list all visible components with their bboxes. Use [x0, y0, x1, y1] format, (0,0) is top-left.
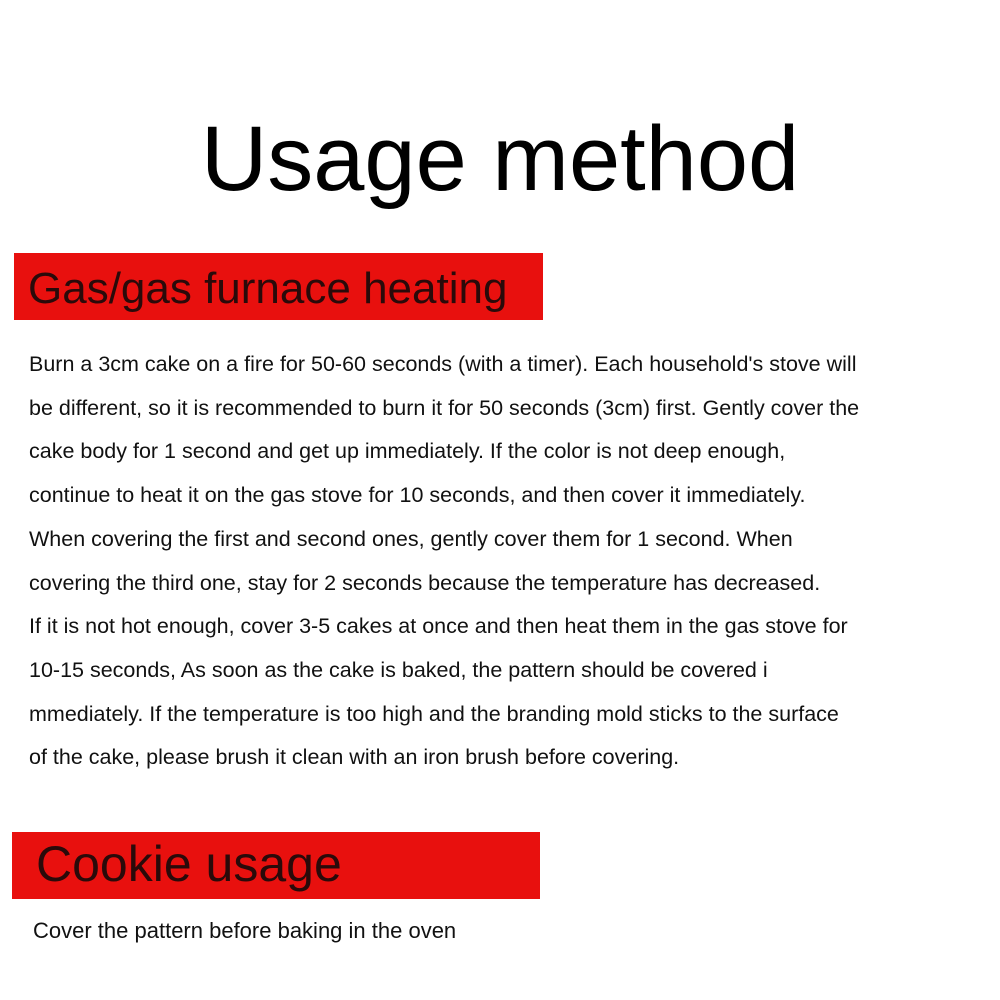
cookie-usage-instruction: Cover the pattern before baking in the oven [33, 918, 457, 943]
section-heading-gas-furnace-heating: Gas/gas furnace heating [14, 253, 543, 320]
section-heading-cookie-usage: Cookie usage [12, 832, 540, 899]
instruction-line: Burn a 3cm cake on a fire for 50-60 seconds (with a timer). Each household's stove will [29, 352, 857, 376]
instruction-line: 10-15 seconds, As soon as the cake is baked, the pattern should be covered i [29, 657, 768, 682]
page-title: Usage method [200, 108, 800, 210]
instruction-line: continue to heat it on the gas stove for 10 seconds, and then cover it immediately. [29, 483, 806, 508]
gas-heating-instructions [29, 343, 997, 780]
instruction-line: of the cake, please brush it clean with an iron brush before covering. [29, 745, 680, 770]
instruction-line: be different, so it is recommended to burn it for 50 seconds (3cm) first. Gently cover the [29, 395, 860, 420]
instruction-line: If it is not hot enough, cover 3-5 cakes at once and then heat them in the gas stove for [29, 614, 848, 639]
instruction-line: mmediately. If the temperature is too high and the branding mold sticks to the surface [29, 701, 839, 726]
instruction-line: cake body for 1 second and get up immediately. If the color is not deep enough, [29, 439, 786, 464]
instruction-line: When covering the first and second ones, gently cover them for 1 second. When [29, 526, 793, 551]
instruction-line: covering the third one, stay for 2 seconds because the temperature has decreased. [29, 570, 821, 595]
